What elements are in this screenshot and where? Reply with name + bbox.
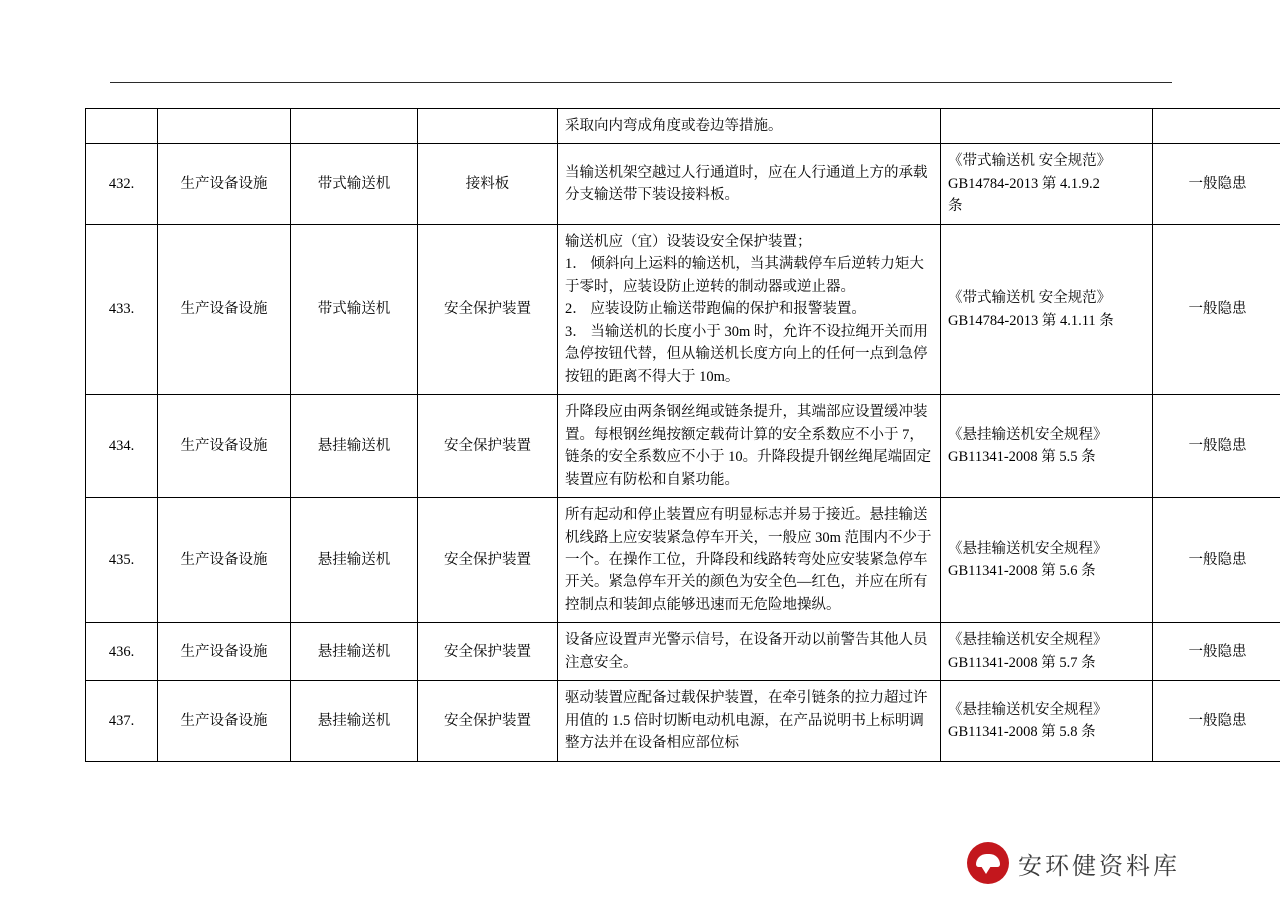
- cell-part: 接料板: [418, 144, 558, 224]
- table-row: [86, 109, 1280, 144]
- standard-line: 《悬挂输送机安全规程》: [948, 701, 1108, 718]
- standard-line: GB11341-2008 第 5.5 条: [948, 449, 1096, 466]
- standard-line: GB14784-2013 第 4.1.9.2: [948, 175, 1100, 192]
- cell-part: 安全保护装置: [418, 395, 558, 498]
- cell-category: 生产设备设施: [158, 623, 291, 681]
- cell-standard: [941, 623, 1153, 681]
- cell-level: 一般隐患: [1153, 395, 1280, 498]
- cell-category: 生产设备设施: [158, 498, 291, 623]
- description-line: 2． 应装设防止输送带跑偏的保护和报警装置。: [565, 301, 866, 318]
- cell-level: 一般隐患: [1153, 498, 1280, 623]
- cell-standard: [941, 224, 1153, 394]
- cell-part: [418, 109, 558, 144]
- cell-description: [558, 109, 941, 144]
- cell-level: 一般隐患: [1153, 681, 1280, 761]
- cell-number: 435.: [86, 498, 158, 623]
- cell-standard: [941, 109, 1153, 144]
- cell-level: 一般隐患: [1153, 224, 1280, 394]
- cell-number: 432.: [86, 144, 158, 224]
- cell-category: 生产设备设施: [158, 224, 291, 394]
- cell-number: 436.: [86, 623, 158, 681]
- cell-equipment: 悬挂输送机: [291, 623, 418, 681]
- standard-line: GB11341-2008 第 5.7 条: [948, 654, 1096, 671]
- cell-equipment: [291, 109, 418, 144]
- standard-line: 条: [948, 198, 963, 215]
- standard-line: 《悬挂输送机安全规程》: [948, 540, 1108, 557]
- cell-part: 安全保护装置: [418, 623, 558, 681]
- standard-line: 《带式输送机 安全规范》: [948, 290, 1112, 307]
- hazard-table-body: [86, 109, 1280, 762]
- header-divider: [110, 82, 1172, 83]
- cell-equipment: 带式输送机: [291, 144, 418, 224]
- description-line: 驱动装置应配备过载保护装置，在牵引链条的拉力超过许用值的 1.5 倍时切断电动机电源，在产品说明书上标明调整方法并在设备相应部位标: [565, 690, 928, 752]
- hazard-table: [85, 108, 1280, 762]
- table-row: [86, 498, 1280, 623]
- standard-line: 《悬挂输送机安全规程》: [948, 426, 1108, 443]
- cell-standard: [941, 681, 1153, 761]
- cell-description: [558, 623, 941, 681]
- cell-equipment: 悬挂输送机: [291, 681, 418, 761]
- cell-level: [1153, 109, 1280, 144]
- table-row: [86, 623, 1280, 681]
- description-line: 所有起动和停止装置应有明显标志并易于接近。悬挂输送机线路上应安装紧急停车开关，一般应 30m 范围内不少于一个。在操作工位，升降段和线路转弯处应安装紧急停车开关。紧急停车开关的颜色为安全色—红色，并应在所有控制点和装卸点能够迅速而无危险地操纵。: [565, 507, 932, 613]
- cell-part: 安全保护装置: [418, 681, 558, 761]
- cell-standard: [941, 498, 1153, 623]
- cell-standard: [941, 395, 1153, 498]
- description-line: 3． 当输送机的长度小于 30m 时，允许不设拉绳开关而用急停按钮代替，但从输送机长度方向上的任何一点到急停按钮的距离不得大于 10m。: [565, 323, 928, 385]
- cell-number: 437.: [86, 681, 158, 761]
- description-line: 输送机应（宜）设装设安全保护装置；: [565, 233, 812, 250]
- description-line: 设备应设置声光警示信号，在设备开动以前警告其他人员注意安全。: [565, 632, 928, 671]
- wechat-badge-icon: [967, 842, 1009, 884]
- hazard-table-container: [85, 108, 1247, 762]
- table-row: [86, 395, 1280, 498]
- standard-line: 《带式输送机 安全规范》: [948, 153, 1112, 170]
- cell-category: 生产设备设施: [158, 681, 291, 761]
- cell-description: [558, 498, 941, 623]
- standard-line: GB11341-2008 第 5.6 条: [948, 563, 1096, 580]
- cell-standard: [941, 144, 1153, 224]
- standard-line: GB11341-2008 第 5.8 条: [948, 724, 1096, 741]
- cell-part: 安全保护装置: [418, 498, 558, 623]
- cell-number: [86, 109, 158, 144]
- cell-description: [558, 681, 941, 761]
- cell-equipment: 悬挂输送机: [291, 498, 418, 623]
- cell-level: 一般隐患: [1153, 623, 1280, 681]
- table-row: [86, 144, 1280, 224]
- table-row: [86, 224, 1280, 394]
- table-row: [86, 681, 1280, 761]
- cell-category: [158, 109, 291, 144]
- cell-part: 安全保护装置: [418, 224, 558, 394]
- cell-number: 433.: [86, 224, 158, 394]
- description-line: 升降段应由两条钢丝绳或链条提升，其端部应设置缓冲装置。每根钢丝绳按额定载荷计算的安全系数应不小于 7，链条的安全系数应不小于 10。升降段提升钢丝绳尾端固定装置应有防松和自紧功能。: [565, 404, 932, 488]
- description-line: 1． 倾斜向上运料的输送机，当其满载停车后逆转力矩大于零时，应装设防止逆转的制动器或逆止器。: [565, 256, 924, 295]
- watermark-label: 安环健资料库: [1018, 852, 1180, 880]
- cell-description: [558, 224, 941, 394]
- cell-category: 生产设备设施: [158, 395, 291, 498]
- cell-equipment: 悬挂输送机: [291, 395, 418, 498]
- cell-number: 434.: [86, 395, 158, 498]
- standard-line: 《悬挂输送机安全规程》: [948, 632, 1108, 649]
- cell-description: [558, 144, 941, 224]
- description-line: 当输送机架空越过人行通道时，应在人行通道上方的承载分支输送带下装设接料板。: [565, 164, 928, 204]
- cell-category: 生产设备设施: [158, 144, 291, 224]
- cell-description: [558, 395, 941, 498]
- cell-level: 一般隐患: [1153, 144, 1280, 224]
- cell-equipment: 带式输送机: [291, 224, 418, 394]
- standard-line: GB14784-2013 第 4.1.11 条: [948, 312, 1114, 329]
- description-line: 采取向内弯成角度或卷边等措施。: [565, 118, 783, 134]
- watermark: [967, 840, 1207, 886]
